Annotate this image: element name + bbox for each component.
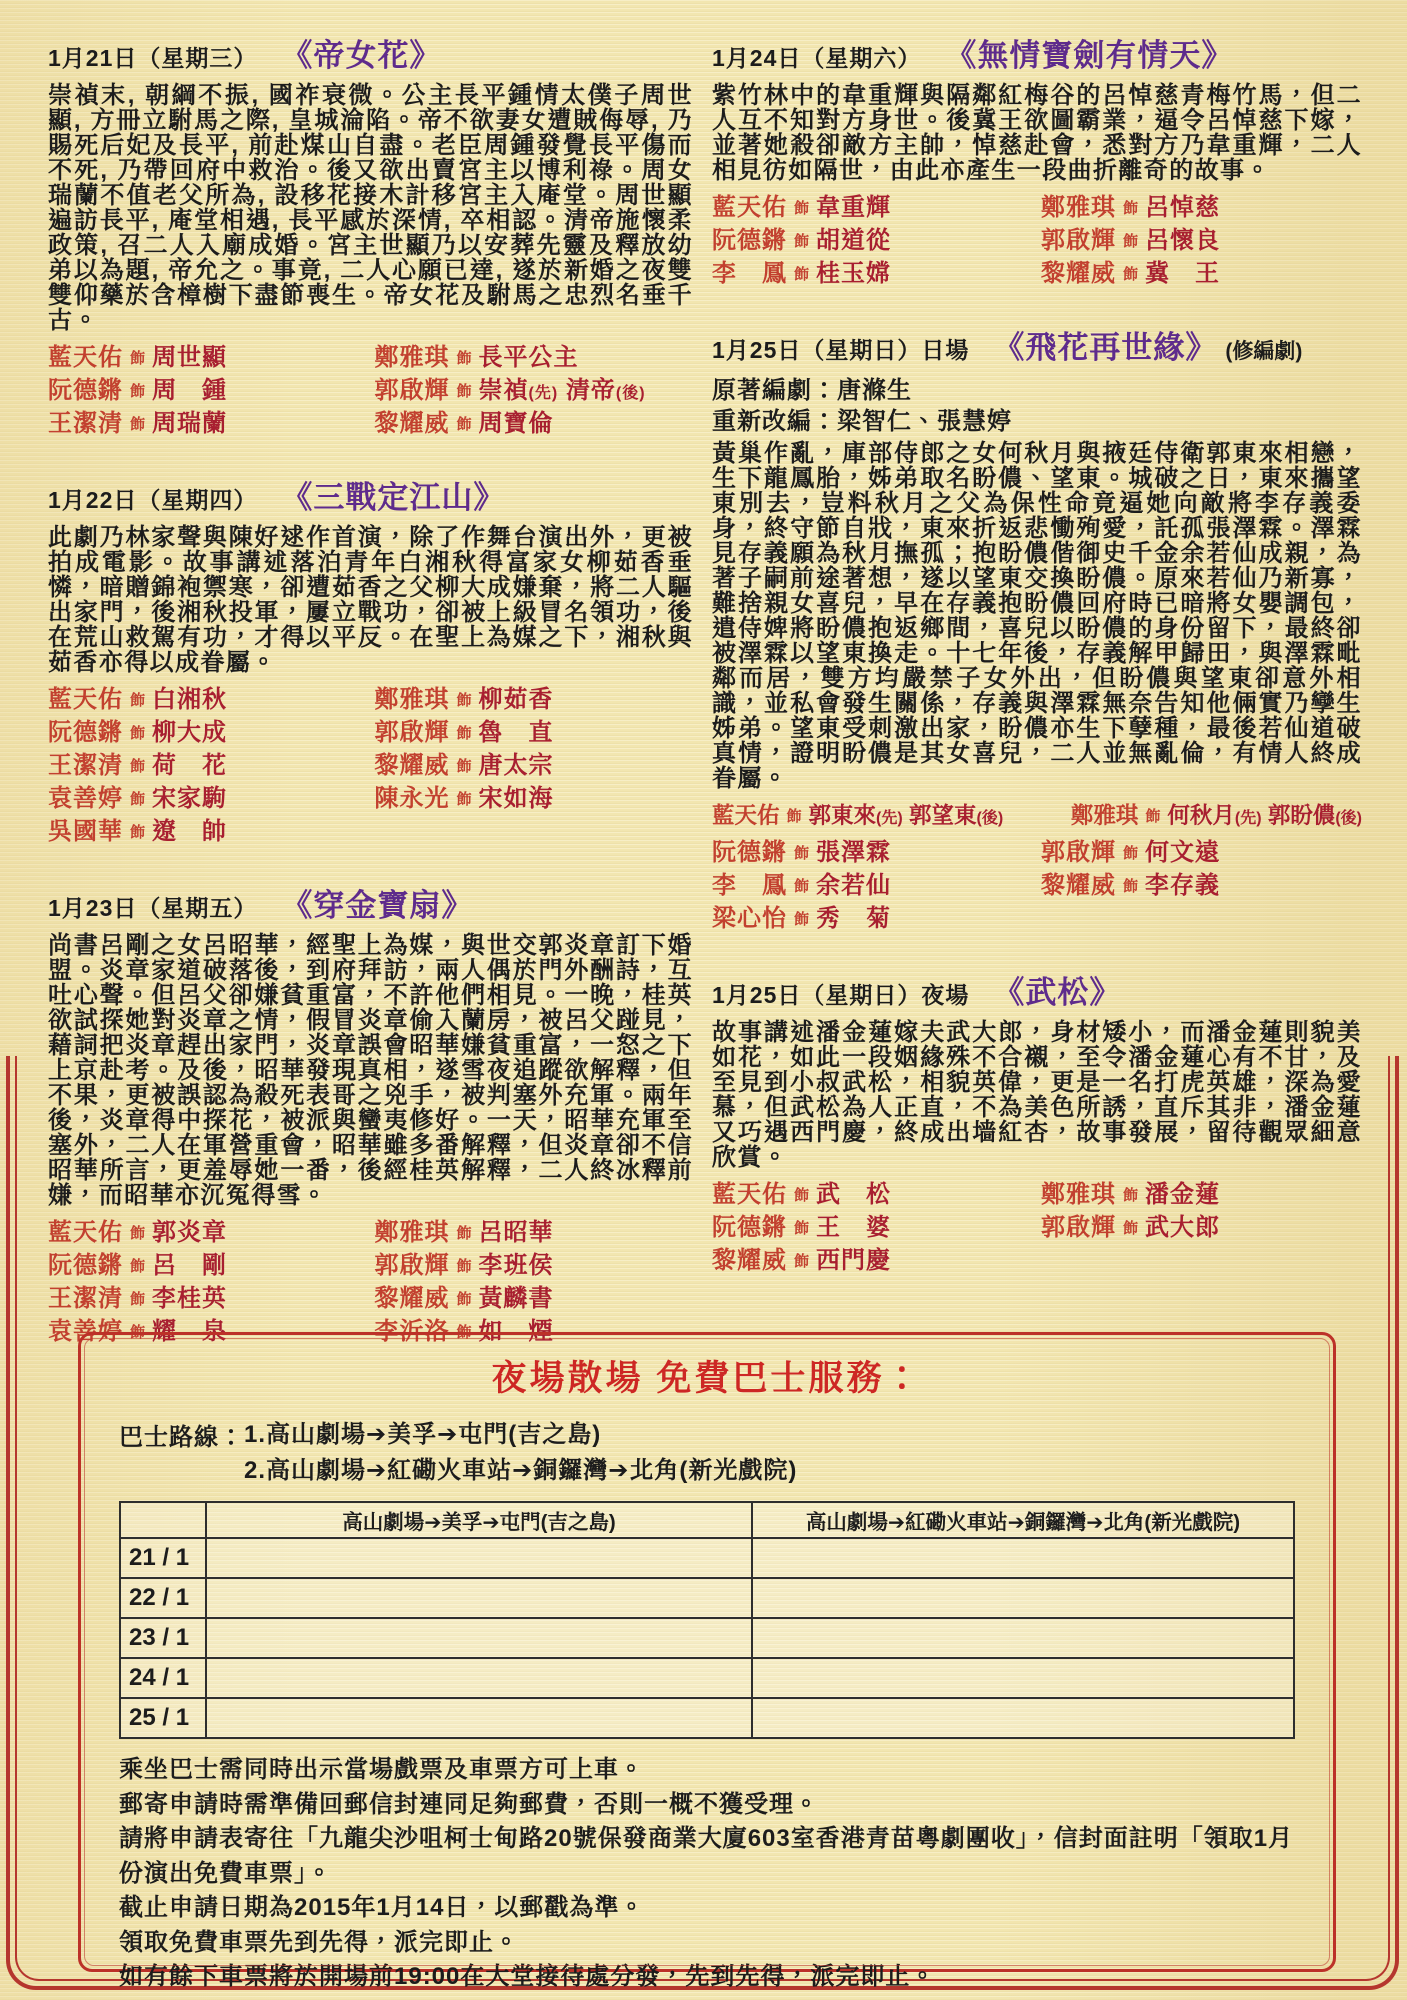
cast-entry	[375, 343, 694, 376]
show-section	[712, 30, 1362, 292]
role-particle: 飾	[794, 845, 810, 862]
actor-name: 王潔清	[48, 1285, 123, 1312]
role-name: 何秋月(先) 郭盼儂(後)	[1167, 803, 1362, 828]
bus-note-line: 郵寄申請時需準備回郵信封連同足夠郵費，否則一概不獲受理。	[119, 1790, 819, 1818]
role-particle: 飾	[456, 1225, 472, 1242]
role-particle: 飾	[130, 383, 146, 400]
role-name: 荷 花	[152, 752, 228, 779]
role-particle: 飾	[1123, 1220, 1139, 1237]
role-name: 呂 剛	[152, 1252, 228, 1279]
role-name: 呂懷良	[1145, 227, 1221, 254]
bus-note-line: 如有餘下車票將於開場前19:00在大堂接待處分發，先到先得，派完即止。	[119, 1963, 936, 1990]
table-date-cell: 21 / 1	[120, 1538, 206, 1578]
role-particle: 飾	[1123, 266, 1139, 283]
show-synopsis: 故事講述潘金蓮嫁夫武大郎，身材矮小，而潘金蓮則貌美如花，如此一段姻緣殊不合襯，至令潘金蓮心有不甘，及至見到小叔武松，相貌英偉，更是一名打虎英雄，深為愛慕，但武松為人正直，不為美色所誘，直斥其非，潘金蓮又巧遇西門慶，終成出墙紅杏，故事發展，留待觀眾細意欣賞。	[712, 1019, 1362, 1171]
right-column	[712, 30, 1362, 1309]
actor-name: 鄭雅琪	[1070, 803, 1139, 828]
show-header	[48, 880, 693, 925]
role-name: 呂昭華	[478, 1219, 554, 1246]
show-section	[48, 30, 693, 442]
actor-name: 郭啟輝	[374, 377, 450, 404]
cast-entry	[1041, 259, 1362, 292]
cast-entry	[712, 1213, 1033, 1246]
show-section	[712, 322, 1362, 937]
actor-name: 黎耀威	[712, 1247, 787, 1274]
show-synopsis: 此劇乃林家聲與陳好逑作首演，除了作舞台演出外，更被拍成電影。故事講述落泊青年白湘秋得富家女柳茹香垂憐，暗贈錦袍禦寒，卻遭茹香之父柳大成嫌棄，將二人驅出家門，後湘秋投軍，屢立戰功，卻被上級冒名領功，後在荒山救駕有功，才得以平反。在聖上為媒之下，湘秋與茹香亦得以成眷屬。	[48, 524, 693, 676]
credit-line: 原著編劇：唐滌生	[712, 377, 912, 404]
role-particle: 飾	[794, 200, 810, 217]
bus-title: 夜場散場 免費巴士服務：	[491, 1359, 923, 1398]
show-date: 1月25日（星期日）日場	[712, 337, 970, 363]
actor-name: 鄭雅琪	[1041, 194, 1116, 221]
role-name: 長平公主	[478, 344, 579, 371]
table-header-cell	[120, 1502, 206, 1538]
role-particle: 飾	[456, 725, 472, 742]
role-particle: 飾	[130, 1324, 146, 1341]
table-date-cell: 25 / 1	[120, 1698, 206, 1738]
show-title: 《帝女花》	[281, 38, 442, 73]
role-name: 崇禎(先) 清帝(後)	[478, 377, 646, 404]
cast-list	[712, 1180, 1362, 1279]
cast-entry	[712, 1246, 1033, 1279]
bus-info-box	[78, 1332, 1336, 1990]
show-date: 1月23日（星期五）	[48, 895, 258, 921]
actor-name: 李 鳳	[712, 872, 787, 899]
bus-route-line: 1.高山劇場➔美孚➔屯門(吉之島)	[244, 1421, 602, 1448]
table-date-cell: 22 / 1	[120, 1578, 206, 1618]
table-row	[120, 1538, 1294, 1578]
cast-entry	[375, 784, 694, 817]
actor-name: 陳永光	[374, 785, 450, 812]
actor-name: 王潔清	[48, 752, 123, 779]
cast-entry	[48, 1251, 367, 1284]
show-date: 1月22日（星期四）	[48, 487, 258, 513]
actor-name: 阮德鏘	[712, 1214, 787, 1241]
cast-entry	[375, 409, 694, 442]
bus-note-line: 領取免費車票先到先得，派完即止。	[119, 1928, 519, 1956]
actor-name: 藍天佑	[712, 803, 780, 828]
show-synopsis: 紫竹林中的韋重輝與隔鄰紅梅谷的呂悼慈青梅竹馬，但二人互不知對方身世。後冀王欲圖霸業，逼令呂悼慈下嫁，並著她殺卻敵方主帥，悼慈赴會，悉對方乃韋重輝，二人相見彷如隔世，由此亦產生一段曲折離奇的故事。	[712, 82, 1362, 184]
role-particle: 飾	[456, 758, 472, 775]
role-name: 呂悼慈	[1145, 194, 1221, 221]
table-date-cell: 23 / 1	[120, 1618, 206, 1658]
role-name: 秀 菊	[816, 905, 892, 932]
role-particle: 飾	[456, 1291, 472, 1308]
role-name: 桂玉嫦	[816, 260, 892, 287]
actor-name: 藍天佑	[712, 1181, 787, 1208]
table-empty-cell	[206, 1698, 752, 1738]
actor-name: 阮德鏘	[712, 839, 787, 866]
actor-name: 黎耀威	[1041, 872, 1116, 899]
role-particle: 飾	[456, 1324, 472, 1341]
actor-name: 李沂洛	[374, 1318, 450, 1345]
table-row	[120, 1698, 1294, 1738]
role-particle: 飾	[456, 383, 472, 400]
actor-name: 藍天佑	[48, 686, 123, 713]
cast-entry	[48, 1218, 367, 1251]
role-particle: 飾	[456, 692, 472, 709]
left-column	[48, 30, 693, 1380]
bus-routes	[119, 1417, 1295, 1489]
cast-entry	[712, 193, 1033, 226]
table-header-cell: 高山劇場➔紅磡火車站➔銅鑼灣➔北角(新光戲院)	[752, 1502, 1294, 1538]
role-name: 王 婆	[816, 1214, 892, 1241]
table-empty-cell	[206, 1658, 752, 1698]
show-section	[48, 880, 693, 1350]
actor-name: 藍天佑	[48, 344, 123, 371]
role-particle: 飾	[1123, 878, 1139, 895]
actor-name: 阮德鏘	[48, 1252, 123, 1279]
role-particle: 飾	[794, 878, 810, 895]
cast-entry	[375, 376, 694, 409]
show-title: 《三戰定江山》	[281, 480, 506, 515]
role-particle: 飾	[456, 416, 472, 433]
cast-entry	[712, 904, 1033, 937]
role-name: 柳茹香	[478, 686, 554, 713]
show-credits	[712, 375, 1362, 437]
actor-name: 阮德鏘	[48, 377, 123, 404]
actor-name: 王潔清	[48, 410, 123, 437]
credit-line: 重新改編：梁智仁、張慧婷	[712, 408, 1012, 435]
cast-entry	[375, 1284, 694, 1317]
role-name: 何文遠	[1145, 839, 1221, 866]
cast-entry	[1041, 838, 1362, 871]
cast-entry	[1041, 871, 1362, 904]
actor-name: 袁善婷	[48, 785, 123, 812]
cast-entry	[1071, 801, 1362, 838]
actor-name: 黎耀威	[374, 410, 450, 437]
actor-name: 黎耀威	[374, 752, 450, 779]
cast-entry	[712, 226, 1033, 259]
role-particle: 飾	[130, 791, 146, 808]
show-header	[48, 472, 693, 517]
show-synopsis: 崇禎末, 朝綱不振, 國祚衰微。公主長平鍾情太僕子周世顯, 方冊立駙馬之際, 皇城淪陷。帝不欲妻女遭賊侮辱, 乃賜死后妃及長平, 前赴煤山自盡。老臣周鍾發覺長平傷而不死, 乃帶回府中救治。後又欲出賣宮主以博利祿。周女瑞蘭不值老父所為, 設移花接木計移宮主入庵堂。周世顯遍訪長平, 庵堂相遇, 長平感於深情, 卒相認。清帝施懷柔政策, 召二人入廟成婚。宮主世顯乃以安葬先靈及釋放幼弟以為題, 帝允之。事竟, 二人心願已達, 遂於新婚之夜雙雙仰藥於含樟樹下盡節喪生。帝女花及駙馬之忠烈名垂千古。	[48, 82, 693, 334]
role-name: 李班侯	[478, 1252, 554, 1279]
table-empty-cell	[206, 1538, 752, 1578]
show-title-suffix: (修編劇)	[1225, 340, 1303, 363]
role-name: 韋重輝	[816, 194, 892, 221]
role-particle: 飾	[1123, 845, 1139, 862]
role-name: 宋如海	[478, 785, 554, 812]
role-name: 白湘秋	[152, 686, 228, 713]
cast-entry	[48, 751, 367, 784]
cast-entry	[712, 871, 1033, 904]
actor-name: 郭啟輝	[374, 1252, 450, 1279]
show-title: 《武松》	[993, 975, 1122, 1010]
show-synopsis: 黃巢作亂，庫部侍郎之女何秋月與掖廷侍衛郭東來相戀，生下龍鳳胎，姊弟取名盼儂、望東。城破之日，東來攜望東別去，豈料秋月之父為保性命竟逼她向敵將李存義委身，終守節自戕，東來折返悲慟殉愛，託孤張澤霖。澤霖見存義願為秋月撫孤；抱盼儂偕御史千金余若仙成親，為著子嗣前途著想，遂以望東交換盼儂。原來若仙乃新寡，難捨親女喜兒，早在存義抱盼儂回府時已暗將女嬰調包，遣侍婢將盼儂抱返鄉間，喜兒以盼儂的身份留下，最終卻被澤霖以望東換走。十七年後，存義解甲歸田，與澤霖毗鄰而居，雙方均嚴禁子女外出，但盼儂與望東卻意外相識，並私會發生關係，存義與澤霖無奈告知他倆實乃孿生姊弟。望東受刺激出家，盼儂亦生下孽種，最後若仙道破真情，證明盼儂是其女喜兒，二人並無亂倫，有情人終成眷屬。	[712, 440, 1362, 792]
role-name: 如 煙	[478, 1318, 554, 1345]
role-name: 胡道從	[816, 227, 892, 254]
cast-entry	[48, 817, 367, 850]
table-empty-cell	[752, 1578, 1294, 1618]
cast-entry	[712, 801, 1003, 838]
show-header	[712, 967, 1362, 1012]
actor-name: 黎耀威	[374, 1285, 450, 1312]
cast-list	[48, 685, 693, 850]
role-particle: 飾	[794, 233, 810, 250]
cast-full-row	[712, 801, 1362, 838]
actor-name: 郭啟輝	[1041, 227, 1116, 254]
show-date: 1月25日（星期日）夜場	[712, 982, 970, 1008]
role-particle: 飾	[1123, 233, 1139, 250]
cast-entry	[712, 838, 1033, 871]
role-name: 周 鍾	[152, 377, 228, 404]
role-name: 余若仙	[816, 872, 892, 899]
role-name: 郭東來(先) 郭望東(後)	[808, 803, 1004, 828]
cast-entry	[48, 343, 367, 376]
bus-notes	[119, 1753, 1295, 1995]
table-row	[120, 1578, 1294, 1618]
table-row	[120, 1618, 1294, 1658]
role-particle: 飾	[794, 911, 810, 928]
table-empty-cell	[206, 1618, 752, 1658]
actor-name: 鄭雅琪	[1041, 1181, 1116, 1208]
show-date: 1月21日（星期三）	[48, 45, 258, 71]
actor-name: 阮德鏘	[712, 227, 787, 254]
cast-list	[712, 801, 1362, 937]
cast-entry	[375, 1218, 694, 1251]
table-date-cell: 24 / 1	[120, 1658, 206, 1698]
actor-name: 藍天佑	[712, 194, 787, 221]
role-name: 西門慶	[816, 1247, 892, 1274]
cast-entry	[48, 784, 367, 817]
role-particle: 飾	[1145, 808, 1161, 825]
table-empty-cell	[752, 1618, 1294, 1658]
role-name: 唐太宗	[478, 752, 554, 779]
role-name: 黃麟書	[478, 1285, 554, 1312]
role-particle: 飾	[794, 266, 810, 283]
bus-note-line: 請將申請表寄往「九龍尖沙咀柯士甸路20號保發商業大廈603室香港青苗粵劇團收」，信封面註明「領取1月份演出免費車票」。	[119, 1825, 1294, 1887]
show-synopsis: 尚書呂剛之女呂昭華，經聖上為媒，與世交郭炎章訂下婚盟。炎章家道破落後，到府拜訪，兩人偶於門外酬詩，互吐心聲。但呂父卻嫌貧重富，不許他們相見。一晚，桂英欲試探她對炎章之情，假冒炎章偷入蘭房，被呂父踫見，藉詞把炎章趕出家門，炎章誤會昭華嫌貧重富，一怒之下上京赴考。及後，昭華發現真相，遂雪夜追蹤欲解釋，但不果，更被誤認為殺死表哥之兇手，被判塞外充軍。兩年後，炎章得中探花，被派與蠻夷修好。一天，昭華充軍至塞外，二人在軍營重會，昭華雖多番解釋，但炎章卻不信昭華所言，更羞辱她一番，後經桂英解釋，二人終冰釋前嫌，而昭華亦沉冤得雪。	[48, 932, 693, 1209]
role-name: 潘金蓮	[1145, 1181, 1221, 1208]
role-name: 周世顯	[152, 344, 228, 371]
role-particle: 飾	[130, 1225, 146, 1242]
show-header	[712, 322, 1362, 367]
role-name: 冀 王	[1145, 260, 1221, 287]
cast-entry	[375, 718, 694, 751]
role-name: 柳大成	[152, 719, 228, 746]
role-particle: 飾	[1123, 1187, 1139, 1204]
actor-name: 鄭雅琪	[374, 344, 450, 371]
actor-name: 吳國華	[48, 818, 123, 845]
cast-entry	[48, 685, 367, 718]
role-particle: 飾	[786, 808, 802, 825]
show-title: 《飛花再世緣》	[993, 330, 1218, 365]
table-header-cell: 高山劇場➔美孚➔屯門(吉之島)	[206, 1502, 752, 1538]
cast-entry	[375, 1251, 694, 1284]
bus-note-line: 乘坐巴士需同時出示當場戲票及車票方可上車。	[119, 1756, 644, 1783]
role-name: 宋家駒	[152, 785, 228, 812]
bus-route-line: 2.高山劇場➔紅磡火車站➔銅鑼灣➔北角(新光戲院)	[244, 1457, 798, 1484]
show-section	[48, 472, 693, 850]
actor-name: 藍天佑	[48, 1219, 123, 1246]
actor-name: 鄭雅琪	[374, 686, 450, 713]
table-empty-cell	[206, 1578, 752, 1618]
role-particle: 飾	[794, 1187, 810, 1204]
role-particle: 飾	[130, 725, 146, 742]
role-name: 武 松	[816, 1181, 892, 1208]
role-name: 武大郎	[1145, 1214, 1221, 1241]
role-name: 遼 帥	[152, 818, 228, 845]
cast-entry	[48, 376, 367, 409]
actor-name: 李 鳳	[712, 260, 787, 287]
role-particle: 飾	[130, 1291, 146, 1308]
role-name: 郭炎章	[152, 1219, 228, 1246]
role-particle: 飾	[456, 1258, 472, 1275]
bus-routes-label: 巴士路線：	[119, 1424, 244, 1451]
cast-entry	[48, 409, 367, 442]
bus-note-line: 截止申請日期為2015年1月14日，以郵戳為準。	[119, 1894, 645, 1921]
bus-route-lines	[244, 1417, 797, 1489]
role-name: 周瑞蘭	[152, 410, 228, 437]
cast-entry	[1041, 1180, 1362, 1213]
show-header	[48, 30, 693, 75]
show-title: 《穿金寶扇》	[281, 888, 474, 923]
bus-schedule-table	[119, 1501, 1295, 1739]
table-header-row	[120, 1502, 1294, 1538]
role-name: 張澤霖	[816, 839, 892, 866]
show-section	[712, 967, 1362, 1279]
role-particle: 飾	[794, 1220, 810, 1237]
actor-name: 郭啟輝	[1041, 1214, 1116, 1241]
actor-name: 黎耀威	[1041, 260, 1116, 287]
actor-name: 阮德鏘	[48, 719, 123, 746]
actor-name: 鄭雅琪	[374, 1219, 450, 1246]
actor-name: 袁善婷	[48, 1318, 123, 1345]
cast-entry	[375, 751, 694, 784]
role-particle: 飾	[1123, 200, 1139, 217]
role-name: 魯 直	[478, 719, 554, 746]
role-particle: 飾	[130, 416, 146, 433]
cast-entry	[712, 259, 1033, 292]
role-name: 耀 泉	[152, 1318, 228, 1345]
role-particle: 飾	[794, 1253, 810, 1270]
cast-list	[48, 1218, 693, 1350]
show-date: 1月24日（星期六）	[712, 45, 922, 71]
actor-name: 郭啟輝	[374, 719, 450, 746]
cast-entry	[48, 1284, 367, 1317]
role-name: 李存義	[1145, 872, 1221, 899]
cast-list	[48, 343, 693, 442]
role-name: 周寶倫	[478, 410, 554, 437]
cast-entry	[1041, 193, 1362, 226]
role-particle: 飾	[456, 350, 472, 367]
show-title: 《無情寶劍有情天》	[945, 38, 1234, 73]
role-particle: 飾	[130, 350, 146, 367]
table-empty-cell	[752, 1698, 1294, 1738]
cast-entry	[1041, 226, 1362, 259]
cast-entry	[1041, 1213, 1362, 1246]
table-empty-cell	[752, 1538, 1294, 1578]
role-particle: 飾	[130, 824, 146, 841]
table-row	[120, 1658, 1294, 1698]
cast-list	[712, 193, 1362, 292]
role-particle: 飾	[130, 758, 146, 775]
cast-entry	[375, 685, 694, 718]
role-particle: 飾	[456, 791, 472, 808]
actor-name: 梁心怡	[712, 905, 787, 932]
show-header	[712, 30, 1362, 75]
cast-entry	[48, 718, 367, 751]
actor-name: 郭啟輝	[1041, 839, 1116, 866]
role-particle: 飾	[130, 692, 146, 709]
role-name: 李桂英	[152, 1285, 228, 1312]
role-particle: 飾	[130, 1258, 146, 1275]
cast-entry	[712, 1180, 1033, 1213]
table-empty-cell	[752, 1658, 1294, 1698]
